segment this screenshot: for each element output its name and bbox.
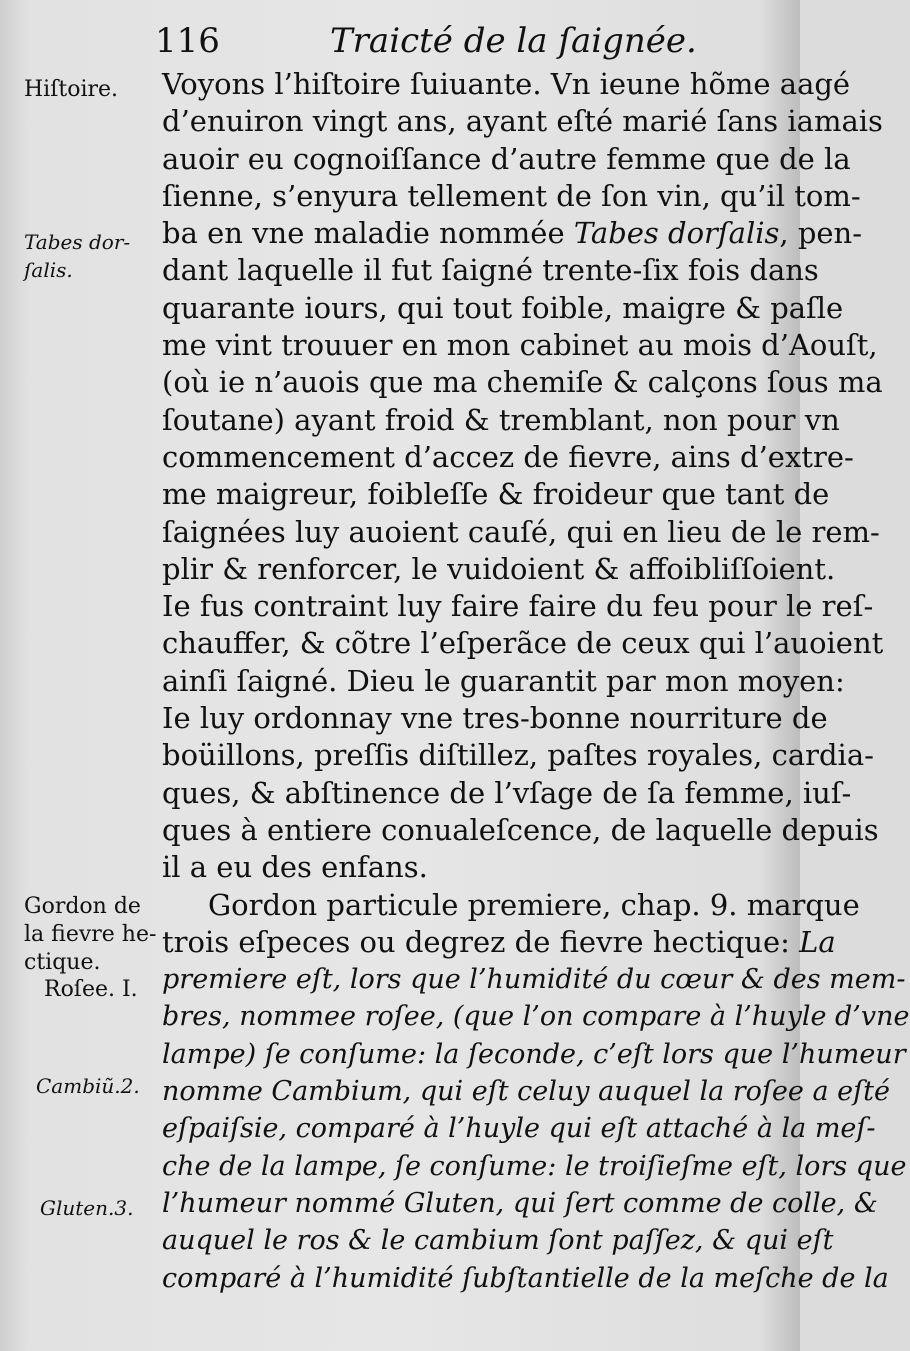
margin-note-cambium: Cambiũ.2. xyxy=(36,1074,140,1098)
text-line: me vint trouuer en mon cabinet au mois d’Aouſt, xyxy=(162,328,878,363)
text-line: commencement d’accez de fievre, ains d’extre- xyxy=(162,439,854,474)
text-line: Ie fus contraint luy faire faire du feu pour le reſ- xyxy=(162,589,874,624)
text-line: ques, & abſtinence de l’vſage de ſa femme, iuſ- xyxy=(162,775,852,810)
text-line: Voyons l’hiſtoire ſuiuante. Vn ieune hõme aagé xyxy=(162,67,851,101)
text-line-fragment: , pen- xyxy=(779,216,863,251)
text-line xyxy=(162,924,836,961)
text-line: plir & renforcer, le vuidoient & affoibliſſoient. xyxy=(162,551,836,586)
text-line-fragment: trois eſpeces ou degrez de fievre hectique: xyxy=(162,924,790,959)
text-line xyxy=(162,215,863,252)
body-text xyxy=(162,66,910,1297)
inline-italic-tabes: Tabes dorſalis xyxy=(573,216,780,251)
text-line-fragment: ba en vne maladie nommée xyxy=(162,216,565,251)
margin-note-tabes-dorsalis: Tabes dor- ſalis. xyxy=(24,230,131,282)
text-line: me maigreur, foibleſſe & froideur que tant de xyxy=(162,477,830,512)
page-number: 116 xyxy=(155,21,220,61)
text-line: auoir eu cognoiſſance d’autre femme que de la xyxy=(162,141,851,176)
text-line: l’humeur nommé Gluten, qui ſert comme de colle, & xyxy=(162,1187,878,1219)
running-title: Traicté de la ſaignée. xyxy=(330,21,697,61)
text-line: d’enuiron vingt ans, ayant eſté marié ſans iamais xyxy=(162,104,883,139)
text-line: nomme Cambium, qui eſt celuy auquel la roſee a eſté xyxy=(162,1076,890,1108)
text-line: lampe) ſe conſume: la ſeconde, c’eſt lors que l’humeur xyxy=(162,1038,906,1070)
text-line: comparé à l’humidité ſubſtantielle de la meſche de la xyxy=(162,1262,889,1294)
inline-italic-la: La xyxy=(799,924,836,959)
margin-note-rosee: Roſee. I. xyxy=(44,977,138,1002)
text-line: eſpaiſsie, comparé à l’huyle qui eſt attaché à la meſ- xyxy=(162,1113,876,1145)
text-line: quarante iours, qui tout foible, maigre & paſle xyxy=(162,290,844,325)
text-line: che de la lampe, ſe conſume: le troiſieſme eſt, lors que xyxy=(162,1150,907,1182)
text-line: bres, nommee roſee, (que l’on compare à l’huyle d’vne xyxy=(162,1001,910,1033)
margin-notes xyxy=(0,0,160,1351)
margin-note-gluten: Gluten.3. xyxy=(40,1196,134,1220)
text-line: chauffer, & cõtre l’eſperãce de ceux qui l’auoient xyxy=(162,626,884,661)
text-line: Gordon particule premiere, chap. 9. marque xyxy=(208,887,860,922)
text-line: boüillons, preſſis diſtillez, paſtes royales, cardia- xyxy=(162,738,874,773)
text-line: dant laquelle il fut ſaigné trente-ſix fois dans xyxy=(162,253,819,288)
text-line: (où ie n’auois que ma chemiſe & calçons ſous ma xyxy=(162,365,883,400)
margin-note-gordon: Gordon de la fievre he- ctique. xyxy=(24,894,157,975)
text-line: ainſi ſaigné. Dieu le guarantit par mon moyen: xyxy=(162,663,845,698)
text-line: ques à entiere conualeſcence, de laquelle depuis xyxy=(162,812,879,847)
text-line: Ie luy ordonnay vne tres-bonne nourriture de xyxy=(162,701,828,736)
text-line: ſoutane) ayant froid & tremblant, non pour vn xyxy=(162,402,840,437)
page-header xyxy=(155,18,775,64)
text-line: auquel le ros & le cambium ſont paſſez, & qui eſt xyxy=(162,1225,834,1257)
margin-note-histoire: Hiſtoire. xyxy=(24,77,119,102)
text-line: premiere eſt, lors que l’humidité du cœur & des mem- xyxy=(162,964,906,996)
text-line: ſaignées luy auoient cauſé, qui en lieu de le rem- xyxy=(162,514,880,549)
text-line: il a eu des enfans. xyxy=(162,850,428,885)
text-line: ſienne, s’enyura tellement de ſon vin, qu’il tom- xyxy=(162,178,861,213)
